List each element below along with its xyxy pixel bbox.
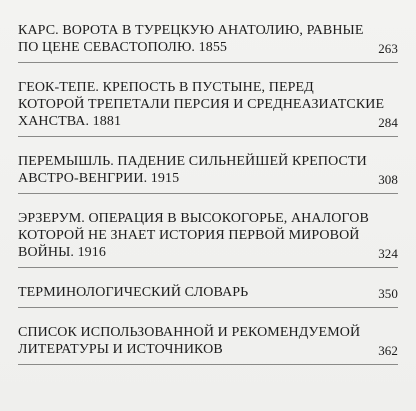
toc-page-number: 350 bbox=[378, 286, 398, 301]
toc-page-number: 263 bbox=[378, 41, 398, 56]
toc-entry-line: ПО ЦЕНЕ СЕВАСТОПОЛЮ. 1855 bbox=[18, 40, 228, 55]
toc-entry-line: КОТОРОЙ НЕ ЗНАЕТ ИСТОРИЯ ПЕРВОЙ МИРОВОЙ bbox=[18, 228, 360, 243]
toc-page-number: 324 bbox=[378, 246, 398, 261]
toc-entry-line: ГЕОК-ТЕПЕ. КРЕПОСТЬ В ПУСТЫНЕ, ПЕРЕД bbox=[18, 80, 314, 95]
toc-entry-line: КАРС. ВОРОТА В ТУРЕЦКУЮ АНАТОЛИЮ, РАВНЫЕ bbox=[18, 23, 364, 38]
toc-entry-line: ХАНСТВА. 1881 bbox=[18, 114, 122, 129]
toc-entry-bibliography bbox=[18, 324, 398, 365]
toc-entry-line: ПЕРЕМЫШЛЬ. ПАДЕНИЕ СИЛЬНЕЙШЕЙ КРЕПОСТИ bbox=[18, 154, 367, 169]
table-of-contents bbox=[18, 22, 398, 365]
toc-entry-line: ЭРЗЕРУМ. ОПЕРАЦИЯ В ВЫСОКОГОРЬЕ, АНАЛОГОВ bbox=[18, 211, 369, 226]
toc-entry-line: СПИСОК ИСПОЛЬЗОВАННОЙ И РЕКОМЕНДУЕМОЙ bbox=[18, 325, 361, 340]
toc-entry-geok-tepe bbox=[18, 79, 398, 137]
toc-entry-erzurum bbox=[18, 210, 398, 268]
toc-entry-peremyshl bbox=[18, 153, 398, 194]
toc-entry-line: ЛИТЕРАТУРЫ И ИСТОЧНИКОВ bbox=[18, 342, 223, 357]
toc-entry-line: АВСТРО-ВЕНГРИИ. 1915 bbox=[18, 171, 180, 186]
toc-page-number: 284 bbox=[378, 115, 398, 130]
toc-entry-kars bbox=[18, 22, 398, 63]
toc-page-number: 308 bbox=[378, 172, 398, 187]
toc-entry-glossary bbox=[18, 284, 398, 308]
toc-entry-line: ВОЙНЫ. 1916 bbox=[18, 245, 106, 260]
toc-entry-line: ТЕРМИНОЛОГИЧЕСКИЙ СЛОВАРЬ bbox=[18, 285, 249, 300]
toc-page-number: 362 bbox=[378, 343, 398, 358]
toc-entry-line: КОТОРОЙ ТРЕПЕТАЛИ ПЕРСИЯ И СРЕДНЕАЗИАТСКИЕ bbox=[18, 97, 385, 112]
